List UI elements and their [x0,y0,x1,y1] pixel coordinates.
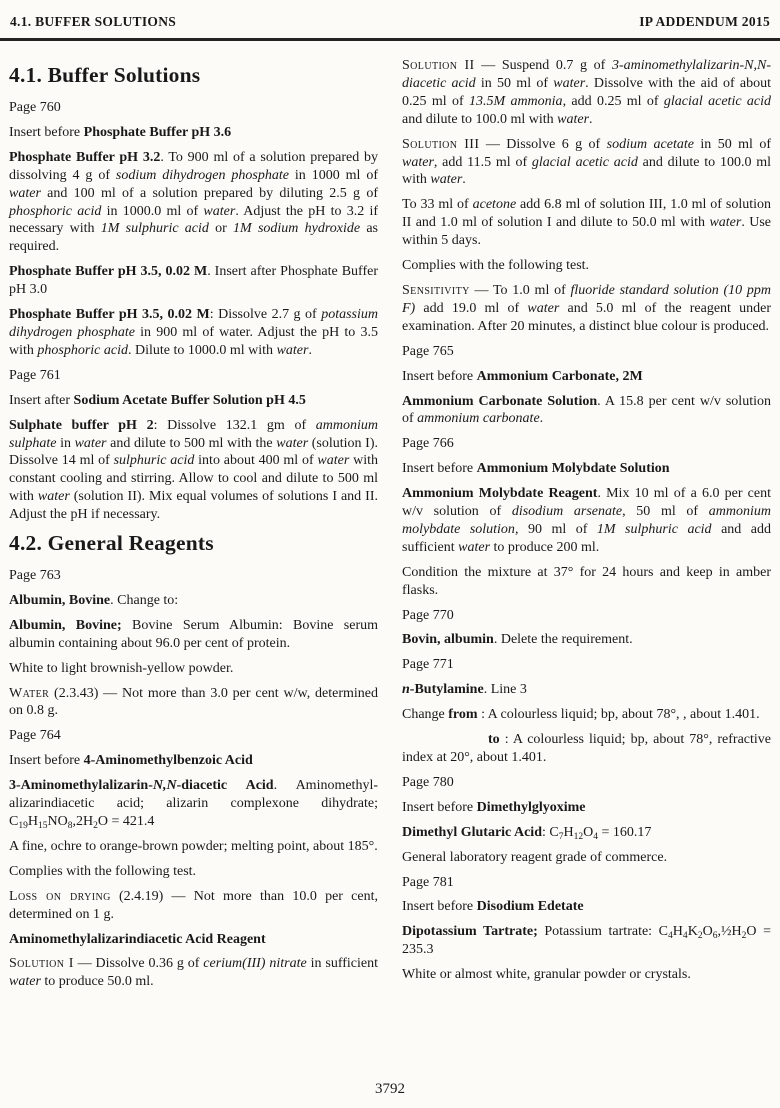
text-run: Change [402,707,449,723]
text-run: in sufficient [306,956,378,972]
text-run-i: disodium arsenate [511,504,623,520]
paragraph [9,99,378,117]
text-run-b: Phosphate Buffer pH 3.5, 0.02 M [9,307,210,323]
text-run-b: 4-Aminomethylbenzoic Acid [83,753,253,769]
text-run-b: Dimethyl Glutaric Acid [402,824,542,840]
paragraph [9,392,378,410]
text-run-i: water [557,111,590,127]
text-run: (2.3.43) — Not more than 3.0 per cent w/w, determined on 0.8 g. [9,685,378,719]
text-run-sub: 12 [573,831,584,842]
text-run: Page 766 [402,436,454,452]
text-run-i: 1M sulphuric acid [100,221,209,237]
text-run-sc: Solution I [9,956,74,972]
paragraph [9,863,378,881]
paragraph [402,564,771,600]
text-run: add 19.0 ml of [415,300,528,316]
text-run: Bovine Serum Albumin: Bovine serum albumin containing about 96.0 per cent of protein. [9,617,379,651]
paragraph [402,799,771,817]
text-run: add 6.8 ml of solution III, 1.0 ml of solution II and 1.0 ml of solution I and dilute to 50.0 ml with [402,197,771,231]
paragraph [402,681,771,699]
text-run: 4.2. General Reagents [9,531,214,556]
text-run-b: to [488,732,500,748]
text-run: and 100 ml of a solution prepared by diluting 2.5 g of [40,185,378,201]
paragraph [402,136,771,190]
paragraph [9,888,378,924]
paragraph [402,966,771,984]
text-run-sub: 2 [93,820,98,831]
text-run-i: phosphoric acid [9,203,102,219]
text-run: , 90 ml of [514,521,597,537]
paragraph [402,196,771,250]
text-run: (2.4.19) — Not more than 10.0 per cent, determined on 1 g. [9,888,378,922]
text-run-b: Phosphate Buffer pH 3.6 [83,124,232,140]
paragraph [402,368,771,386]
text-run: Page 770 [402,607,454,623]
text-run-b: Ammonium Molybdate Reagent [402,486,598,502]
text-run: . Change to: [110,592,179,608]
text-run: = 160.17 [598,824,652,840]
text-run-i: potassium dihydrogen phosphate [9,307,378,340]
text-run: . Use within 5 days. [402,215,771,249]
text-run-i: phosphoric acid [37,342,128,358]
text-run: O [702,924,713,940]
text-run: , add 11.5 ml of [433,154,532,170]
text-run: . Adjust the pH to 3.2 if necessary with [9,203,378,237]
text-run-i: sulphuric acid [113,453,195,469]
text-run-i: water [9,974,41,990]
content-columns [0,41,780,998]
page-number: 3792 [375,1081,405,1097]
text-run-i: ammonium molybdate solution [402,504,772,537]
text-run-i: water [74,435,107,451]
text-run: : C [542,824,559,840]
text-run: . Insert after Phosphate Buffer pH 3.0 [9,264,378,298]
running-header-right: IP ADDENDUM 2015 [639,14,770,29]
text-run: and add sufficient [402,521,771,555]
text-run-b: -Butylamine [409,682,484,698]
section-heading [9,531,378,556]
text-run: and dilute to 100.0 ml with [402,154,772,188]
text-run-i: acetone [472,197,517,213]
text-run-i: water [9,185,41,201]
paragraph [402,57,771,129]
text-run-i: 13.5M ammonia [468,93,563,109]
paragraph [9,685,378,721]
text-run: and dilute to 100.0 ml with [402,111,558,127]
text-run: H [672,924,683,940]
text-run-sub: 4 [593,831,599,842]
text-run: . Dissolve with the aid of about 0.25 ml of [402,75,771,109]
text-run: Page 771 [402,657,454,673]
text-run-b-i: n [402,682,410,698]
paragraph [9,617,378,653]
text-run-b: Sodium Acetate Buffer Solution pH 4.5 [73,392,306,408]
text-run-sub: 4 [668,931,673,942]
text-run-i: 1M sulphuric acid [596,521,712,537]
paragraph [9,838,378,856]
paragraph [402,282,771,336]
text-run-b: Aminomethylalizarindiacetic Acid Reagent [9,931,266,947]
text-run-i: sodium dihydrogen phosphate [115,167,289,183]
text-run: Page 761 [9,367,61,383]
paragraph [9,263,378,299]
text-run-b: Phosphate Buffer pH 3.5, 0.02 M [9,264,208,280]
text-run-b-i: N,N [152,778,177,794]
text-run: White or almost white, granular powder or crystals. [402,967,691,983]
text-run: General laboratory reagent grade of commerce. [402,849,668,865]
text-run-b: Dimethylglyoxime [476,799,586,815]
text-run: . [462,172,466,188]
paragraph [402,257,771,275]
paragraph [402,435,771,453]
text-run-i: water [430,172,463,188]
text-run: Condition the mixture at 37° for 24 hours and keep in amber flasks. [402,564,771,598]
text-run: H [27,814,38,829]
text-run-b: Phosphate Buffer pH 3.2 [9,149,161,165]
paragraph [402,460,771,478]
text-run-i: glacial acetic acid [663,93,771,109]
text-run: O [583,824,594,840]
text-run: ,½H [717,924,742,940]
text-run-b: Sulphate buffer pH 2 [9,417,154,433]
text-run: . To 900 ml of a solution prepared by dissolving 4 g of [9,149,378,183]
paragraph [402,631,771,649]
text-run-b: 3-Aminomethylalizarin- [9,778,153,794]
text-run-i: sodium acetate [606,136,694,152]
text-run: — Suspend 0.7 g of [474,58,612,73]
paragraph [9,777,378,831]
paragraph [9,149,378,256]
text-run: — Dissolve 0.36 g of [73,956,204,972]
text-run: Page 763 [9,568,61,584]
text-run-i: water [317,453,350,469]
paragraph [402,874,771,892]
paragraph [402,824,771,842]
text-run: . Aminomethyl-alizarindiacetic acid; alizarin complexone dihydrate; C [9,778,378,829]
paragraph [9,727,378,745]
text-run: Insert before [9,753,84,769]
text-run-b: Albumin, Bovine [9,592,111,608]
text-run: — Dissolve 6 g of [479,136,607,152]
text-run: into about 400 ml of [194,453,318,469]
text-run: — To 1.0 ml of [469,282,571,298]
paragraph [402,731,771,767]
text-run: with constant cooling and stirring. Allow to cool and dilute to 500 ml with [9,453,378,505]
text-run: Page 764 [9,728,61,744]
text-run: Insert before [402,368,477,384]
text-run: Insert before [9,124,84,140]
text-run: and 5.0 ml of the reagent under examination. After 20 minutes, a distinct blue colour is produced. [402,300,772,334]
text-run: Potassium tartrate: C [537,924,669,940]
paragraph [9,955,378,991]
running-header-left: 4.1. BUFFER SOLUTIONS [10,14,177,29]
text-run: Complies with the following test. [402,258,590,274]
text-run: (solution II). Mix equal volumes of solutions I and II. Adjust the pH if necessary. [9,489,379,523]
text-run: A fine, ochre to orange-brown powder; melting point, about 185°. [9,838,378,854]
text-run-i: water [276,435,309,451]
paragraph [402,393,771,429]
text-run-b: Ammonium Carbonate Solution [402,393,598,409]
text-run-b: Disodium Edetate [476,899,584,915]
paragraph [9,367,378,385]
text-run-i: water [402,154,434,170]
text-run: Complies with the following test. [9,863,197,879]
text-run-i: ammonium carbonate [417,411,540,427]
text-run-b: -diacetic Acid [176,778,274,794]
text-run-sub: 6 [712,931,718,942]
text-run: . [539,411,544,427]
text-run: as required. [9,221,378,255]
text-run: 4.1. Buffer Solutions [9,63,201,87]
text-run: in [56,435,75,451]
text-run-sc: Solution II [402,58,475,73]
text-run-sub: 2 [741,931,747,942]
column-left [9,57,378,998]
text-run: Insert after [9,392,74,408]
text-run-b: Albumin, Bovine; [9,617,122,633]
paragraph [9,567,378,585]
text-run-i: fluoride standard solution (10 ppm F) [402,282,771,316]
paragraph [402,898,771,916]
text-run: Insert before [402,899,477,915]
text-run: . Mix 10 ml of a 6.0 per cent w/v solution of [402,486,771,520]
text-run: . Dilute to 1000.0 ml with [128,342,277,358]
paragraph [9,592,378,610]
text-run-i: water [709,215,742,231]
paragraph [9,124,378,142]
text-run: , 50 ml of [622,504,709,520]
text-run-i: water [527,300,560,316]
text-run: K [687,924,698,940]
text-run: Page 760 [9,100,61,115]
text-run-sub: 8 [67,820,73,831]
text-run-sc: Loss on drying [9,888,111,904]
text-run-i: water [203,203,236,219]
text-run-i: 3-aminomethylalizarin-N,N- diacetic acid [402,58,771,91]
paragraph [402,706,771,724]
paragraph [402,656,771,674]
text-run-sc: Water [9,685,50,701]
text-run: . Delete the requirement. [493,632,633,648]
text-run: in 900 ml of water. Adjust the pH to 3.5 with [9,324,378,358]
text-run: Page 780 [402,774,454,790]
paragraph [402,849,771,867]
paragraph [9,752,378,770]
text-run-b: Bovin, albumin [402,632,494,648]
paragraph [9,660,378,678]
text-run: NO [47,814,68,829]
text-run-sub: 2 [697,931,703,942]
text-run-i: glacial acetic acid [531,154,638,170]
text-run-sc: Sensitivity [402,282,470,298]
text-run: Page 781 [402,874,454,890]
text-run: in 1000 ml of [289,167,378,183]
section-heading [9,63,378,88]
text-run: Insert before [402,461,477,477]
text-run-i: water [37,489,70,505]
text-run: . A 15.8 per cent w/v solution of [402,393,771,427]
text-run: . [308,342,312,358]
text-run: H [563,824,574,840]
paragraph [402,923,771,959]
paragraph [9,931,378,949]
paragraph [402,774,771,792]
text-run: and dilute to 500 ml with the [106,435,277,451]
page-footer [0,1081,780,1098]
text-run: to produce 50.0 ml. [40,974,154,990]
text-run: Page 765 [402,343,454,359]
text-run: White to light brownish-yellow powder. [9,660,234,676]
text-run-i: ammonium sulphate [9,417,378,451]
running-header [0,0,780,30]
paragraph [9,306,378,360]
text-run: ,2H [72,814,94,829]
text-run: in 50 ml of [693,136,771,152]
text-run: : A colourless liquid; bp, about 78°, , about 1.401. [477,707,760,723]
text-run: , add 0.25 ml of [562,93,664,109]
text-run-sub: 4 [682,931,688,942]
text-run: : A colourless liquid; bp, about 78°, refractive index at 20°, about 1.401. [402,732,771,765]
paragraph [402,343,771,361]
text-run-i: water [553,75,586,91]
text-run-b: Ammonium Carbonate, 2M [476,368,643,384]
text-run-b: from [448,707,478,723]
text-run: in 1000.0 ml of [101,203,204,219]
text-run-i: cerium(III) nitrate [203,956,307,972]
text-run-sub: 15 [37,820,48,831]
text-run: . [589,111,593,127]
paragraph [402,485,771,557]
column-right [402,57,771,998]
text-run: or [208,221,234,237]
text-run: O = 421.4 [97,814,155,829]
text-run: : Dissolve 2.7 g of [209,307,322,323]
paragraph [402,607,771,625]
text-run-b: Ammonium Molybdate Solution [476,461,670,477]
text-run-i: water [458,539,491,555]
text-run: : Dissolve 132.1 gm of [153,417,316,433]
text-run: to produce 200 ml. [490,539,600,555]
text-run-i: water [276,342,309,358]
text-run-sub: 19 [18,820,28,831]
text-run-sub: 7 [558,831,564,842]
text-run-sc: Solution III [402,136,480,152]
text-run: To 33 ml of [402,197,473,213]
text-run: in 50 ml of [475,75,554,91]
text-run: . Line 3 [483,682,527,698]
paragraph [9,417,378,524]
text-run-i: 1M sodium hydroxide [233,221,361,237]
text-run: Insert before [402,799,477,815]
text-run: O = 235.3 [402,924,771,958]
text-run: (solution I). Dissolve 14 ml of [9,435,378,469]
text-run-b: Dipotassium Tartrate; [402,924,538,940]
